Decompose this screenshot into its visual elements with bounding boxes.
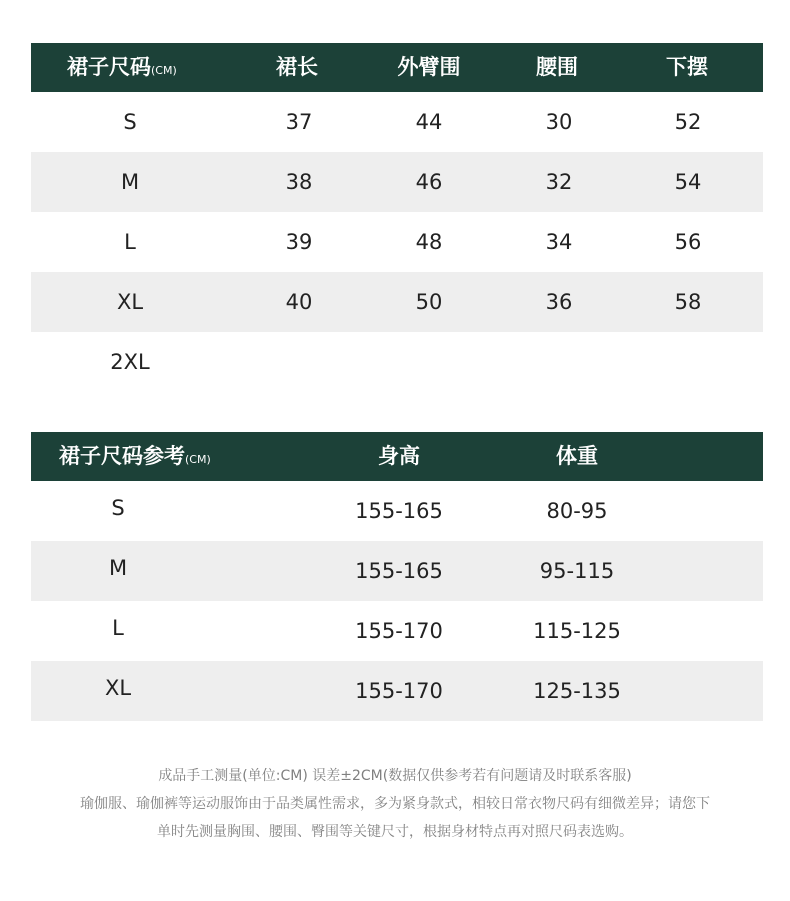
size-cell: 2XL (110, 350, 150, 374)
header-size-unit: (CM) (151, 64, 177, 77)
size-cell: S (123, 110, 137, 134)
table-row (31, 541, 763, 601)
length-cell: 38 (285, 170, 313, 194)
waist-cell: 36 (545, 290, 573, 314)
size-cell: M (120, 170, 140, 194)
note-line-1: 成品手工测量(单位:CM) 误差±2CM(数据仅供参考若有问题请及时联系客服) (158, 768, 632, 784)
size-cell: S (111, 496, 125, 520)
outer-arm-cell: 48 (415, 230, 443, 254)
length-cell: 39 (285, 230, 313, 254)
hem-cell: 58 (674, 290, 702, 314)
weight-cell: 80-95 (546, 499, 608, 523)
weight-cell: 95-115 (539, 559, 615, 583)
size-table-header (31, 43, 763, 92)
reference-table (31, 432, 763, 721)
header-outer-arm: 外臂围 (397, 55, 461, 79)
outer-arm-cell: 44 (415, 110, 443, 134)
reference-table-header (31, 432, 763, 481)
table-row (31, 332, 763, 392)
table-row (31, 272, 763, 332)
outer-arm-cell: 46 (415, 170, 443, 194)
height-cell: 155-165 (355, 499, 443, 523)
size-cell: M (108, 556, 128, 580)
header-waist: 腰围 (536, 55, 578, 79)
header-length: 裙长 (276, 55, 318, 79)
size-cell: XL (104, 676, 132, 700)
outer-arm-cell: 50 (415, 290, 443, 314)
waist-cell: 32 (545, 170, 573, 194)
table-row (31, 92, 763, 152)
weight-cell: 125-135 (533, 679, 621, 703)
header-hem: 下摆 (666, 55, 708, 79)
height-cell: 155-170 (355, 679, 443, 703)
size-cell: L (112, 616, 124, 640)
hem-cell: 56 (674, 230, 702, 254)
size-cell: XL (116, 290, 144, 314)
table-row (31, 212, 763, 272)
header-size (67, 43, 177, 92)
table-row (31, 661, 763, 721)
header-weight: 体重 (556, 444, 598, 468)
length-cell: 37 (285, 110, 313, 134)
size-table (31, 43, 763, 392)
size-cell: L (124, 230, 136, 254)
hem-cell: 52 (674, 110, 702, 134)
header-size-reference-label: 裙子尺码参考 (59, 444, 185, 468)
length-cell: 40 (285, 290, 313, 314)
height-cell: 155-165 (355, 559, 443, 583)
header-size-reference-unit: (CM) (185, 453, 211, 466)
table-row (31, 481, 763, 541)
hem-cell: 54 (674, 170, 702, 194)
note-line-3: 单时先测量胸围、腰围、臀围等关键尺寸，根据身材特点再对照尺码表选购。 (157, 824, 633, 840)
header-size-label: 裙子尺码 (67, 55, 151, 79)
waist-cell: 30 (545, 110, 573, 134)
header-size-reference (59, 432, 211, 481)
note-line-2: 瑜伽服、瑜伽裤等运动服饰由于品类属性需求，多为紧身款式，相较日常衣物尺码有细微差异；请您下 (80, 796, 710, 812)
height-cell: 155-170 (355, 619, 443, 643)
header-height: 身高 (378, 444, 420, 468)
table-row (31, 601, 763, 661)
measurement-notes (0, 762, 790, 846)
waist-cell: 34 (545, 230, 573, 254)
table-row (31, 152, 763, 212)
weight-cell: 115-125 (533, 619, 621, 643)
